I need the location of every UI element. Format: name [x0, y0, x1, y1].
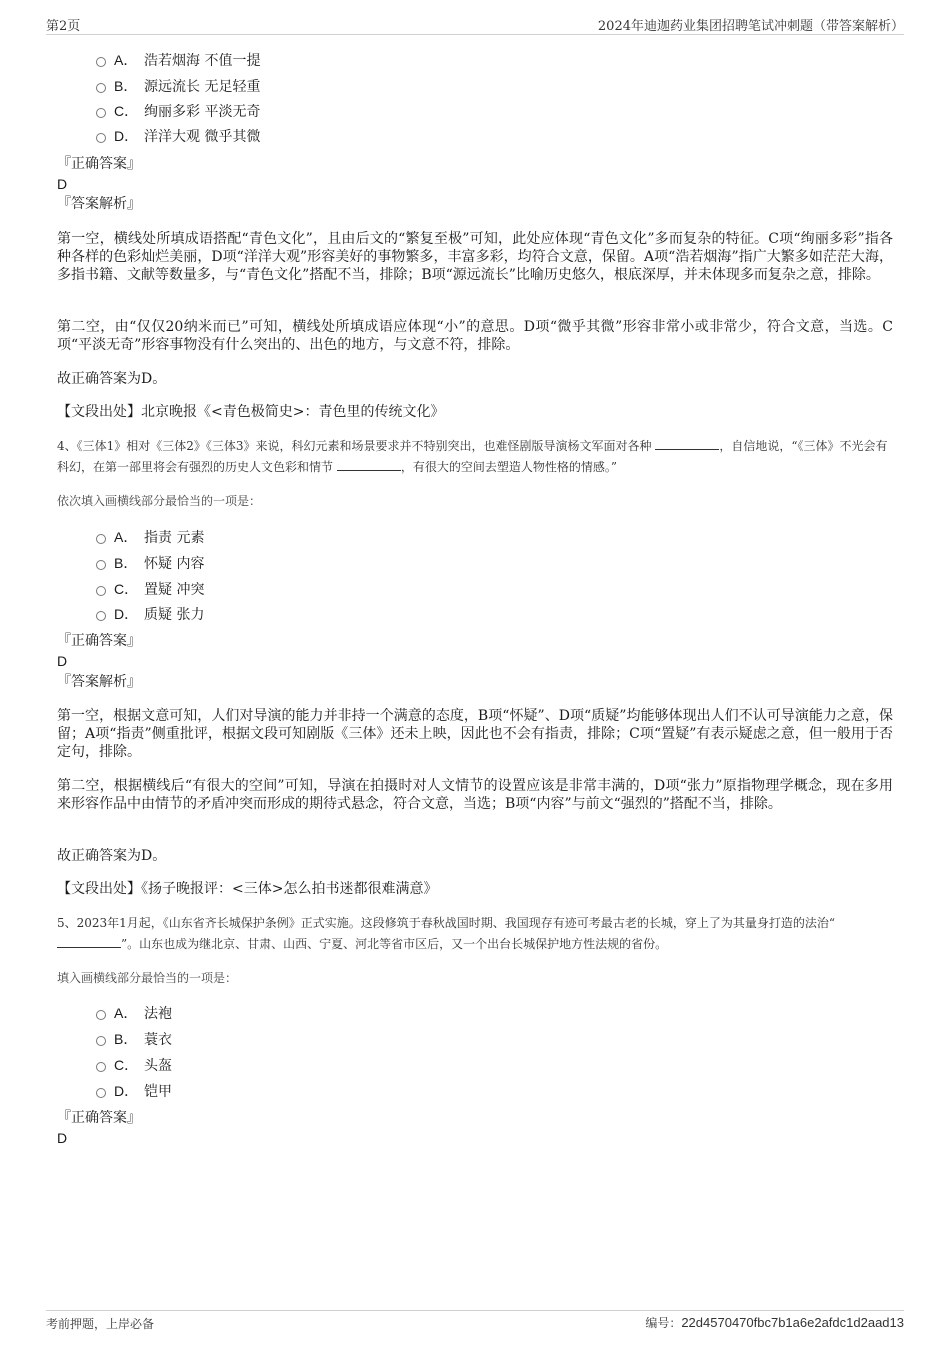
- analysis-paragraph: 第二空，根据横线后“有很大的空间”可知，导演在拍摄时对人文情节的设置应该是非常丰满的，D项“张力”原指物理学概念，现在多用来形容作品中由情节的矛盾冲突而形成的期待式悬念，符合文意，当选；B项“内容”与前文“强烈的”搭配不当，排除。: [57, 778, 893, 812]
- q4-option-c[interactable]: [96, 580, 204, 598]
- option-text: 绚丽多彩 平淡无奇: [144, 104, 261, 120]
- q5-option-a[interactable]: [96, 1004, 172, 1022]
- analysis-label: 『答案解析』: [57, 674, 141, 690]
- radio-icon[interactable]: [96, 1010, 106, 1020]
- question-text: ，自信地说，“《三体》不光会有科幻，在第一部里将会有强烈的历史人文色彩和情节: [57, 439, 888, 474]
- document-code: [645, 1314, 904, 1331]
- radio-icon[interactable]: [96, 611, 106, 621]
- option-letter: B．: [114, 1031, 138, 1047]
- analysis-paragraph: 第一空，横线处所填成语搭配“青色文化”，且由后文的“繁复至极”可知，此处应体现“青色文化”多而复杂的特征。C项“绚丽多彩”指各种各样的色彩灿烂美丽，D项“洋洋大观”形容美好的事物繁多，丰富多彩，均符合文意，保留。A项“浩若烟海”指广大繁多如茫茫大海，多指书籍、文献等数量多，与“青色文化”搭配不当，排除；B项“源远流长”比喻历史悠久，根底深厚，并未体现多而复杂之意，排除。: [57, 231, 893, 283]
- option-letter: D．: [114, 128, 139, 144]
- q3-option-d[interactable]: [96, 127, 260, 145]
- q3-option-c[interactable]: [96, 102, 260, 120]
- radio-icon[interactable]: [96, 560, 106, 570]
- q5-option-d[interactable]: [96, 1082, 172, 1100]
- analysis-label: 『答案解析』: [57, 196, 141, 212]
- q3-option-b[interactable]: [96, 77, 260, 95]
- code-value: 22d4570470fbc7b1a6e2afdc1d2aad13: [681, 1315, 904, 1330]
- answer-blank: [655, 437, 719, 450]
- answer-blank: [57, 935, 121, 948]
- source-citation: 【文段出处】《扬子晚报评：<三体>怎么拍书迷都很难满意》: [57, 881, 438, 897]
- question-text: ”。山东也成为继北京、甘肃、山西、宁夏、河北等省市区后，又一个出台长城保护地方性法规的省份。: [121, 937, 668, 951]
- option-letter: A．: [114, 529, 138, 545]
- option-letter: C．: [114, 103, 139, 119]
- radio-icon[interactable]: [96, 534, 106, 544]
- q4-option-d[interactable]: [96, 605, 204, 623]
- analysis-conclusion: 故正确答案为D。: [57, 371, 167, 387]
- correct-answer-label: 『正确答案』: [57, 1110, 141, 1126]
- question-text: 5、2023年1月起，《山东省齐长城保护条例》正式实施。这段修筑于春秋战国时期、我国现存有迹可考最古老的长城，穿上了为其量身打造的法治“: [57, 916, 835, 930]
- question-prompt: 依次填入画横线部分最恰当的一项是：: [57, 494, 262, 508]
- option-text: 浩若烟海 不值一提: [144, 53, 261, 69]
- code-label: 编号：: [645, 1316, 682, 1330]
- option-text: 源远流长 无足轻重: [144, 79, 261, 95]
- option-letter: A．: [114, 1005, 138, 1021]
- option-text: 洋洋大观 微乎其微: [144, 129, 261, 145]
- q3-option-a[interactable]: [96, 51, 260, 69]
- correct-answer-label: 『正确答案』: [57, 633, 141, 649]
- page-number: 第2页: [46, 19, 81, 34]
- question-text: ，有很大的空间去塑造人物性格的情感。”: [400, 460, 617, 474]
- question-4-text: [57, 436, 893, 478]
- radio-icon[interactable]: [96, 83, 106, 93]
- analysis-paragraph: 第一空，根据文意可知，人们对导演的能力并非持一个满意的态度，B项“怀疑”、D项“质疑”均能够体现出人们不认可导演能力之意，保留；A项“指责”侧重批评，根据文段可知剧版《三体》还未上映，因此也不会有指责，排除；C项“置疑”有表示疑虑之意，但一般用于否定句，排除。: [57, 708, 893, 760]
- radio-icon[interactable]: [96, 586, 106, 596]
- option-letter: C．: [114, 1057, 139, 1073]
- radio-icon[interactable]: [96, 1062, 106, 1072]
- radio-icon[interactable]: [96, 1036, 106, 1046]
- footer-slogan: 考前押题，上岸必备: [46, 1317, 155, 1331]
- question-text: 4、《三体1》相对《三体2》《三体3》来说，科幻元素和场景要求并不特别突出，也难怪剧版导演杨文军面对各种: [57, 439, 652, 453]
- option-letter: C．: [114, 581, 139, 597]
- option-text: 蓑衣: [144, 1032, 172, 1048]
- correct-answer-value: D: [57, 653, 68, 669]
- question-prompt: 填入画横线部分最恰当的一项是：: [57, 971, 238, 985]
- q5-option-b[interactable]: [96, 1030, 172, 1048]
- option-text: 怀疑 内容: [144, 556, 205, 572]
- q5-option-c[interactable]: [96, 1056, 172, 1074]
- footer-divider: [46, 1310, 904, 1311]
- option-letter: B．: [114, 555, 138, 571]
- option-letter: D．: [114, 1083, 139, 1099]
- q4-option-b[interactable]: [96, 554, 204, 572]
- radio-icon[interactable]: [96, 108, 106, 118]
- correct-answer-value: D: [57, 176, 68, 192]
- source-citation: 【文段出处】北京晚报《<青色极简史>：青色里的传统文化》: [57, 404, 445, 420]
- correct-answer-label: 『正确答案』: [57, 156, 141, 172]
- answer-blank: [337, 458, 401, 471]
- option-letter: D．: [114, 606, 139, 622]
- question-5-text: [57, 913, 893, 955]
- option-text: 法袍: [144, 1006, 172, 1022]
- header-divider: [46, 34, 904, 35]
- radio-icon[interactable]: [96, 1088, 106, 1098]
- option-text: 铠甲: [144, 1084, 172, 1100]
- option-text: 头盔: [144, 1058, 172, 1074]
- q4-option-a[interactable]: [96, 528, 204, 546]
- option-text: 质疑 张力: [144, 607, 205, 623]
- option-letter: B．: [114, 78, 138, 94]
- radio-icon[interactable]: [96, 133, 106, 143]
- radio-icon[interactable]: [96, 57, 106, 67]
- option-text: 指责 元素: [144, 530, 205, 546]
- document-title: 2024年迪迦药业集团招聘笔试冲刺题（带答案解析）: [597, 19, 904, 34]
- option-letter: A．: [114, 52, 138, 68]
- option-text: 置疑 冲突: [144, 582, 205, 598]
- correct-answer-value: D: [57, 1130, 68, 1146]
- analysis-paragraph: 第二空，由“仅仅20纳米而已”可知，横线处所填成语应体现“小”的意思。D项“微乎其微”形容非常小或非常少，符合文意，当选。C项“平淡无奇”形容事物没有什么突出的、出色的地方，与文意不符，排除。: [57, 319, 893, 353]
- analysis-conclusion: 故正确答案为D。: [57, 848, 167, 864]
